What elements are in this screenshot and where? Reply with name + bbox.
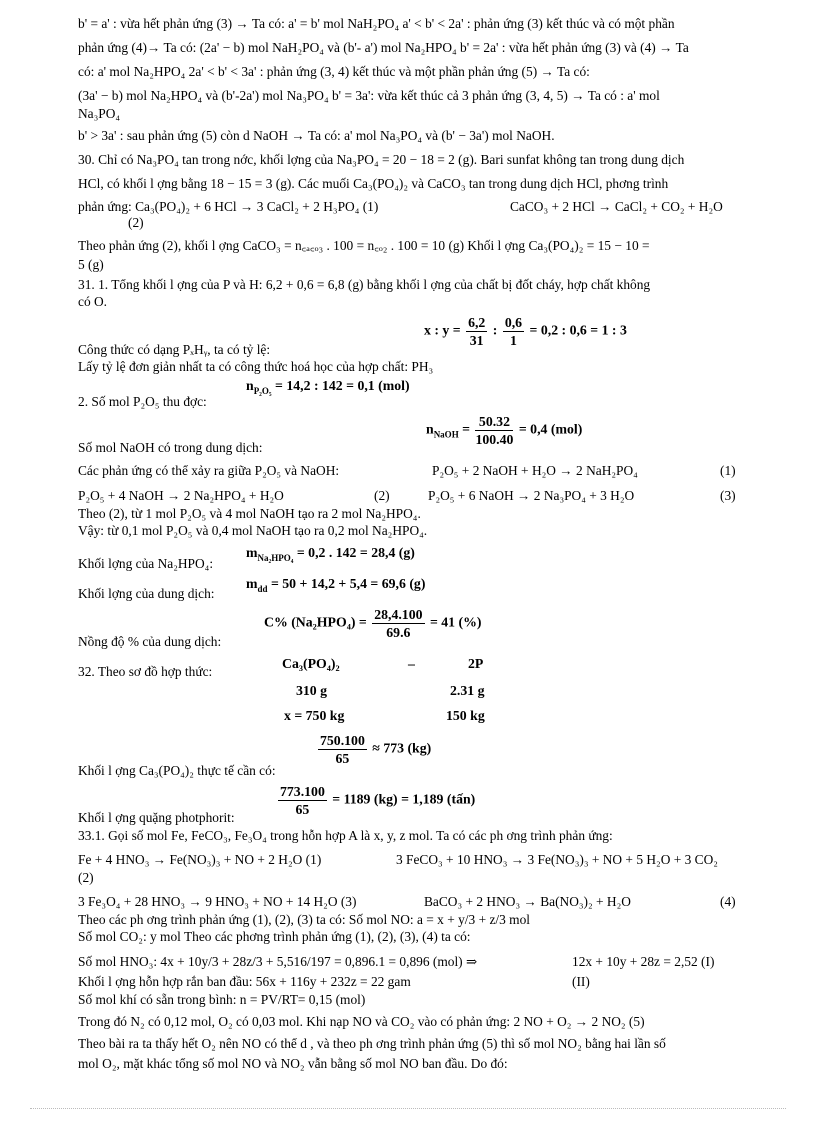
nnaoh-formula: $n_{NaOH}$ = $\frac{50.32}{100.40}$ = 0,4 (mol) xyxy=(426,414,583,447)
scheme-r2l: x = 750 kg xyxy=(284,708,345,723)
line-30b: 3 FeCO₃ + 10 HNO₃ → 3 Fe(NO₃)₃ + NO + 5 H₂O + 3 CO₂ xyxy=(396,852,718,867)
scheme-dash: – xyxy=(408,656,415,671)
line-19c: (1) xyxy=(720,463,736,478)
line-20b: (2) xyxy=(374,488,390,503)
line-3: có: a' mol Na₂HPO₄ 2a' < b' < 3a' : phản ứng (3, 4) kết thúc và một phần phản ứng (5) → Ta có: xyxy=(78,64,590,79)
cpct-formula: C% (Na₂HPO₄) = $\frac{28,4.100}{69.6}$ = 41 (%) xyxy=(264,607,482,640)
line-27: Khối l ợng Ca₃(PO₄)₂ thực tế cần có: xyxy=(78,763,276,778)
line-16: Lấy tỷ lệ đơn giản nhất ta có công thức hoá học của hợp chất: PH₃ xyxy=(78,359,434,374)
line-36a: Khối l ợng hỗn hợp rắn ban đầu: 56x + 116y + 232z = 22 gam xyxy=(78,974,411,989)
line-17: 2. Số mol P₂O₅ thu đợc: xyxy=(78,394,207,409)
line-30a: Fe + 4 HNO₃ → Fe(NO₃)₃ + NO + 2 H₂O (1) xyxy=(78,852,322,867)
line-38: Trong đó N₂ có 0,12 mol, O₂ có 0,03 mol. Khi nạp NO và CO₂ vào có phản ứng: 2 NO + O₂ → 2 NO₂ (5) xyxy=(78,1014,645,1029)
line-4: (3a' − b) mol Na₂HPO₄ và (b'-2a') mol Na₃PO₄ b' = 3a': vừa kết thúc cả 3 phản ứng (3, 4, 5) → Ta có : a' mol xyxy=(78,88,660,103)
line-8: HCl, có khối l ợng bằng 18 − 15 = 3 (g). Các muối Ca₃(PO₄)₂ và CaCO₃ tan trong dung dịch HCl, phơng trình xyxy=(78,176,669,191)
line-40: mol O₂, mặt khác tổng số mol NO và NO₂ vẫn bằng số mol NO ban đầu. Do đó: xyxy=(78,1056,508,1071)
line-32c: (4) xyxy=(720,894,736,909)
line-20a: P₂O₅ + 4 NaOH → 2 Na₂HPO₄ + H₂O xyxy=(78,488,284,503)
line-2: phản ứng (4)→ Ta có: (2a' − b) mol NaH₂PO₄ và (b'- a') mol Na₂HPO₄ b' = 2a' : vừa hết phản ứng (3) và (4) → Ta xyxy=(78,40,689,55)
line-35a: Số mol HNO₃: 4x + 10y/3 + 28z/3 + 5,516/197 = 0,896.1 = 0,896 (mol) ⇒ xyxy=(78,954,478,969)
line-31: (2) xyxy=(78,870,94,885)
line-21: Theo (2), từ 1 mol P₂O₅ và 4 mol NaOH tạo ra 2 mol Na₂HPO₄. xyxy=(78,506,421,521)
calc2-formula: $\frac{773.100}{65}$ = 1189 (kg) = 1,189 (tấn) xyxy=(280,784,476,817)
line-36b: (II) xyxy=(572,974,590,989)
ratio-formula: x : y = $\frac{6,2}{31}$ : $\frac{0,6}{1}$ = 0,2 : 0,6 = 1 : 3 xyxy=(424,315,627,348)
line-19a: Các phản ứng có thể xảy ra giữa P₂O₅ và NaOH: xyxy=(78,463,340,478)
calc1-formula: $\frac{750.100}{65}$ ≈ 773 (kg) xyxy=(320,733,432,766)
line-20c: P₂O₅ + 6 NaOH → 2 Na₃PO₄ + 3 H₂O xyxy=(428,488,635,503)
line-32a: 3 Fe₃O₄ + 28 HNO₃ → 9 HNO₃ + NO + 14 H₂O (3) xyxy=(78,894,357,909)
line-10: (2) xyxy=(128,215,144,230)
line-19b: P₂O₅ + 2 NaOH + H₂O → 2 NaH₂PO₄ xyxy=(432,463,638,478)
line-12: 5 (g) xyxy=(78,257,104,272)
scheme-r1l: 310 g xyxy=(296,683,328,698)
line-1: b' = a' : vừa hết phản ứng (3) → Ta có: a' = b' mol NaH₂PO₄ a' < b' < 2a' : phản ứng (3) kết thúc và có một phần xyxy=(78,16,675,31)
line-37: Số mol khí có sẵn trong bình: n = PV/RT= 0,15 (mol) xyxy=(78,992,366,1007)
line-20d: (3) xyxy=(720,488,736,503)
line-33: Theo các ph ơng trình phản ứng (1), (2), (3) ta có: Số mol NO: a = x + y/3 + z/3 mol xyxy=(78,912,531,927)
line-26: 32. Theo sơ đồ hợp thức: xyxy=(78,664,213,679)
line-35b: 12x + 10y + 28z = 2,52 (I) xyxy=(572,954,715,969)
line-18: Số mol NaOH có trong dung dịch: xyxy=(78,440,263,455)
line-22: Vậy: từ 0,1 mol P₂O₅ và 0,4 mol NaOH tạo ra 0,2 mol Na₂HPO₄. xyxy=(78,523,428,538)
scheme-left: Ca₃(PO₄)₂ xyxy=(282,656,340,671)
line-13: 31. 1. Tổng khối l ợng của P và H: 6,2 + 0,6 = 6,8 (g) bằng khối l ợng của chất bị đốt cháy, hợp chất không xyxy=(78,277,651,292)
page-bottom-divider xyxy=(30,1108,786,1109)
scheme-r1r: 2.31 g xyxy=(450,683,485,698)
line-39: Theo bài ra ta thấy hết O₂ nên NO có thể d , và theo ph ơng trình phản ứng (5) thì số mol NO₂ bằng hai lần số xyxy=(78,1036,666,1051)
line-15: Công thức có dạng PₓHᵧ, ta có tỷ lệ: xyxy=(78,342,271,357)
line-34: Số mol CO₂: y mol Theo các phơng trình phản ứng (1), (2), (3), (4) ta có: xyxy=(78,929,471,944)
line-29: 33.1. Gọi số mol Fe, FeCO₃, Fe₃O₄ trong hỗn hợp A là x, y, z mol. Ta có các ph ơng trình phản ứng: xyxy=(78,828,613,843)
line-5: Na₃PO₄ xyxy=(78,106,121,121)
line-7: 30. Chỉ có Na₃PO₄ tan trong nớc, khối lợng của Na₃PO₄ = 20 − 18 = 2 (g). Bari sunfat không tan trong dung dịch xyxy=(78,152,685,167)
line-24: Khối lợng của dung dịch: xyxy=(78,586,215,601)
line-32b: BaCO₃ + 2 HNO₃ → Ba(NO₃)₂ + H₂O xyxy=(424,894,631,909)
mna2hpo4-formula: $m_{Na_2HPO_4} = 0,2$ . 142 = 28,4 (g) xyxy=(246,545,415,563)
line-25: Nồng độ % của dung dịch: xyxy=(78,634,222,649)
line-28: Khối l ợng quặng photphorit: xyxy=(78,810,235,825)
scheme-right: 2P xyxy=(468,656,484,671)
np2o5-formula: $n_{P_2O_5} = 14,2$ : 142 = 0,1 (mol) xyxy=(246,378,410,396)
line-6: b' > 3a' : sau phản ứng (5) còn d NaOH → Ta có: a' mol Na₃PO₄ và (b' − 3a') mol NaOH. xyxy=(78,128,555,143)
scheme-r2r: 150 kg xyxy=(446,708,485,723)
mdd-formula: $m_{dd} = 50 + 14,2 + 5,4 = 69,6$ (g) xyxy=(246,576,426,594)
line-23: Khối lợng của Na₂HPO₄: xyxy=(78,556,214,571)
line-9b: CaCO₃ + 2 HCl → CaCl₂ + CO₂ + H₂O xyxy=(510,199,723,214)
line-11: Theo phản ứng (2), khối l ợng CaCO₃ = n꜀ₐ꜀ₒ₃ . 100 = n꜀ₒ₂ . 100 = 10 (g) Khối l ợng Ca₃(PO₄)₂ = 15 − 10 = xyxy=(78,238,650,253)
line-14: có O. xyxy=(78,294,108,309)
line-9a: phản ứng: Ca₃(PO₄)₂ + 6 HCl → 3 CaCl₂ + 2 H₃PO₄ (1) xyxy=(78,199,379,214)
